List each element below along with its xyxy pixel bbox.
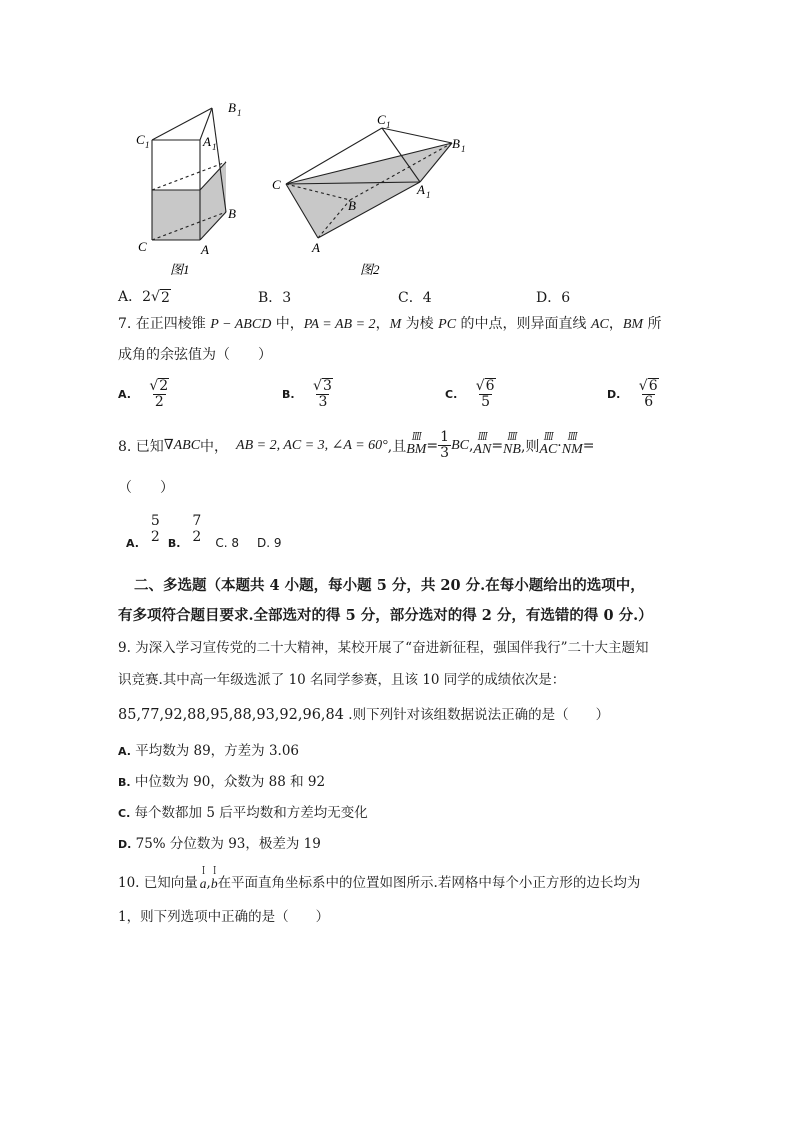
- q10-pre: 10. 已知向量: [118, 874, 198, 891]
- q6-option-a-letter: A．: [118, 289, 143, 305]
- q8-eq2: =: [491, 437, 504, 454]
- q8-option-b-den: 2: [192, 529, 202, 546]
- q9-option-c-text: 每个数都加 5 后平均数和方差均无变化: [130, 805, 368, 821]
- q7-option-d: [607, 378, 661, 411]
- q9-option-c: [118, 801, 368, 821]
- q7-option-d-letter: D.: [607, 387, 621, 401]
- q8-option-d: D. 9: [256, 535, 282, 550]
- q7-mid: 中，: [271, 316, 304, 332]
- q8-vector-ac: [539, 434, 557, 457]
- q7-option-c-num: 6: [485, 378, 495, 394]
- q8-option-a-letter: A.: [126, 536, 139, 550]
- q7-option-a: [118, 378, 171, 411]
- q8-vector-an: [473, 434, 491, 457]
- q10-sep: ,: [206, 874, 211, 891]
- q6-option-a-radicand: 2: [160, 290, 170, 306]
- q8-vector-nb: [503, 434, 521, 457]
- q7-option-a-letter: A.: [118, 387, 131, 401]
- q9-option-d: [118, 832, 321, 852]
- q8-option-b-num: 7: [192, 513, 202, 529]
- q9-option-d-text: 75% 分位数为 93，极差为 19: [131, 836, 321, 852]
- q7-option-b: [282, 378, 335, 411]
- fig1-label-C: C: [138, 239, 147, 254]
- section-2-header-line1: 二、多选题（本题共 4 小题，每小题 5 分，共 20 分.在每小题给出的选项中，: [134, 577, 645, 594]
- q10-vec-a: a: [199, 876, 207, 891]
- q8-eq3: =: [582, 437, 595, 454]
- fig2-label-A: A: [312, 240, 320, 255]
- q6-option-c: C．4: [398, 290, 432, 306]
- q8-vec-an: AN: [473, 442, 492, 458]
- q6-option-a-coef: 2: [142, 289, 152, 305]
- q8-third-den: 3: [440, 445, 450, 462]
- q8-triangle: ∇ABC: [163, 438, 201, 454]
- q9-stem-line3: [118, 703, 609, 723]
- q10-stem-line2: 1，则下列选项中正确的是（ ）: [118, 909, 330, 925]
- fig1-label-C1-sub: 1: [145, 140, 150, 150]
- q8-vector-bm: [406, 434, 426, 457]
- q7-option-a-num: 2: [159, 378, 169, 394]
- q7-point-m: M: [389, 317, 402, 332]
- q9-option-b-letter: B.: [118, 776, 131, 789]
- q7-line-bm: BM: [622, 317, 644, 332]
- fig2-label-C: C: [272, 177, 281, 192]
- q7-stem-line1: [118, 313, 662, 333]
- q8-vec-ac: AC: [539, 442, 558, 458]
- q7-option-a-den: 2: [154, 394, 164, 411]
- fig2-label-B: B: [348, 198, 356, 213]
- fig1-label-B1: B: [228, 100, 236, 115]
- q7-line-ac: AC: [590, 317, 609, 332]
- fig1-label-A1-sub: 1: [212, 142, 217, 152]
- section-2-header-line2: 有多项符合题目要求.全部选对的得 5 分，部分选对的得 2 分，有选错的得 0 分.）: [118, 607, 653, 624]
- fig2-label-C1-sub: 1: [386, 120, 391, 130]
- fig2-label-B1: B: [452, 136, 460, 151]
- q7-option-c-letter: C.: [445, 387, 458, 401]
- q10-vector-b: ꟾ b: [210, 867, 218, 891]
- q8-vec-bc: BC: [451, 437, 469, 453]
- q9-option-d-letter: D.: [118, 838, 132, 851]
- q6-option-b: B．3: [258, 290, 292, 306]
- q7-stem-line2: 成角的余弦值为（ ）: [118, 347, 272, 363]
- fig1-label-A1: A: [203, 134, 211, 149]
- q10-rest: 在平面直角坐标系中的位置如图所示.若网格中每个小正方形的边长均为: [217, 874, 641, 891]
- q7-pre: 7. 在正四棱锥: [118, 316, 211, 332]
- figure-2-drawing: [286, 128, 452, 238]
- q6-option-d: D．6: [536, 290, 571, 306]
- q8-eq1: =: [426, 437, 439, 454]
- q8-vec-nb: NB: [503, 442, 521, 458]
- q8-one-third: [438, 430, 451, 462]
- q8-vector-mark-2: ꟾꟾꟾꟾ: [478, 433, 487, 443]
- q8-vector-mark-4: ꟾꟾꟾꟾ: [544, 433, 553, 443]
- q8-comma: ,且: [387, 438, 407, 455]
- q8-vector-nm: [562, 434, 583, 457]
- q7-option-a-fraction: √ 2 2: [149, 378, 169, 411]
- q7-option-c-fraction: √ 6 5: [475, 378, 495, 411]
- q10-vec-b: b: [210, 876, 218, 891]
- q7-option-b-den: 3: [318, 394, 328, 411]
- q9-option-a-text: 平均数为 89，方差为 3.06: [130, 743, 300, 759]
- q8-vec-bm: BM: [406, 442, 427, 458]
- q7-edge-pc: PC: [438, 317, 457, 332]
- q9-option-c-letter: C.: [118, 807, 131, 820]
- q10-vector-a: ꟾ a: [199, 867, 207, 891]
- q7-option-b-num: 3: [322, 378, 332, 394]
- q8-vector-mark-5: ꟾꟾꟾꟾ: [567, 433, 577, 443]
- q7-option-c-den: 5: [481, 394, 491, 411]
- q8-third-num: 1: [440, 429, 450, 445]
- fig2-label-B1-sub: 1: [461, 144, 466, 154]
- q9-option-a-letter: A.: [118, 745, 131, 758]
- q8-pre: 8. 已知: [118, 438, 164, 455]
- q7-end: 所: [643, 316, 662, 332]
- q7-mid4: 的中点，则异面直线: [456, 316, 591, 332]
- q8-option-b-letter: B.: [167, 536, 181, 550]
- q8-option-c: C. 8: [215, 535, 239, 550]
- fig2-label-A1: A: [417, 182, 425, 197]
- fig2-label-A1-sub: 1: [426, 190, 431, 200]
- q7-option-d-num: 6: [648, 378, 658, 394]
- q9-option-b-text: 中位数为 90，众数为 88 和 92: [130, 774, 326, 790]
- q9-stem-line1: 9. 为深入学习宣传党的二十大精神，某校开展了“奋进新征程，强国伴我行”二十大主题知: [118, 640, 649, 656]
- q7-option-b-letter: B.: [282, 387, 295, 401]
- q8-mid: 中，: [200, 438, 229, 455]
- q8-dot: ·: [557, 437, 562, 454]
- q8-condition: AB = 2, AC = 3, ∠A = 60°: [236, 438, 388, 454]
- q8-then: ,则: [520, 438, 540, 455]
- q8-stem: [118, 430, 594, 462]
- q7-option-d-fraction: √ 6 6: [638, 378, 658, 411]
- q8-option-a-fraction: [149, 514, 162, 546]
- figure-1-prism: [0, 0, 794, 280]
- fig1-label-B1-sub: 1: [237, 108, 242, 118]
- q7-option-d-den: 6: [644, 394, 654, 411]
- q6-option-a-sqrt: √ 2: [151, 289, 170, 306]
- q6-option-a: [118, 286, 171, 306]
- fig1-label-C1: C: [136, 132, 145, 147]
- q8-options: [126, 514, 282, 550]
- q9-option-a: [118, 739, 299, 759]
- edge-C1-B1: [382, 128, 452, 143]
- q9-question: .则下列针对该组数据说法正确的是（ ）: [344, 707, 610, 723]
- q7-condition: PA = AB = 2: [303, 317, 376, 332]
- fig2-label-C1: C: [377, 112, 386, 127]
- fig1-label-B: B: [228, 206, 236, 221]
- q9-scores: 85,77,92,88,95,88,93,92,96,84: [118, 707, 344, 723]
- q8-vector-mark-3: ꟾꟾꟾꟾ: [507, 433, 517, 443]
- q10-stem-line1: [118, 868, 640, 891]
- q8-sep: ,: [468, 437, 474, 454]
- q8-option-a-den: 2: [150, 529, 160, 546]
- q8-option-a-num: 5: [150, 513, 160, 529]
- q7-comma: ，: [375, 316, 390, 332]
- q8-answer-paren: （ ）: [118, 480, 174, 496]
- fig1-caption: 图1: [170, 262, 190, 277]
- q7-option-c: [445, 378, 498, 411]
- q7-options: [118, 378, 678, 422]
- q8-option-b-fraction: [190, 514, 203, 546]
- q9-stem-line2: 识竞赛.其中高一年级选派了 10 名同学参赛，且该 10 同学的成绩依次是：: [118, 672, 566, 688]
- q8-vector-mark-1: ꟾꟾꟾꟾ: [411, 433, 421, 443]
- q8-vec-nm: NM: [561, 442, 583, 458]
- fig2-caption: 图2: [360, 262, 380, 277]
- fig1-label-A: A: [201, 242, 209, 257]
- q7-pyramid: P − ABCD: [210, 317, 272, 332]
- q7-mid3: 为棱: [401, 316, 439, 332]
- q7-option-b-fraction: √ 3 3: [313, 378, 332, 411]
- figure-1-drawing: [152, 108, 226, 240]
- q7-comma2: ，: [608, 316, 623, 332]
- q9-option-b: [118, 770, 325, 790]
